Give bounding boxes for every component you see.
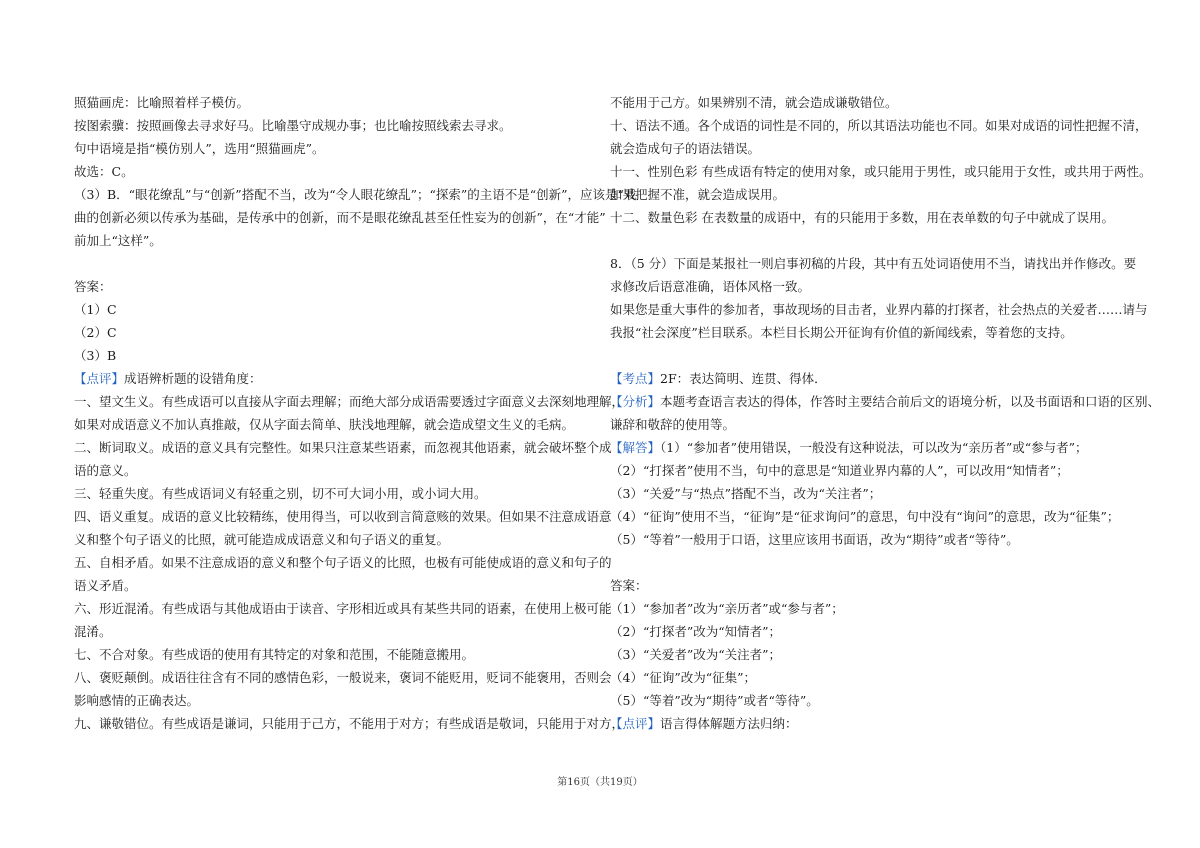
answer-label: 答案： xyxy=(74,279,112,294)
spacer xyxy=(610,344,1135,367)
comment-line xyxy=(74,367,594,390)
fenxi-text: 本题考查语言表达的得体，作答时主要结合前后文的语境分析，以及书面语和口语的区别、 xyxy=(660,394,1161,409)
kaodian-line xyxy=(610,367,1135,390)
fenxi-line: 谦辞和敬辞的使用等。 xyxy=(610,417,736,432)
jieda-line: （5）“等着”一般用于口语，这里应该用书面语，改为“期待”或者“等待”。 xyxy=(610,532,1019,547)
spacer xyxy=(610,551,1135,574)
point-line: 影响感情的正确表达。 xyxy=(74,693,200,708)
comment-tag: 【点评】 xyxy=(610,716,661,731)
point-line: 八、褒贬颠倒。成语往往含有不同的感情色彩，一般说来，褒词不能贬用，贬词不能褒用，否则会 xyxy=(74,670,612,685)
spacer xyxy=(610,229,1135,252)
answer-item: （2）C xyxy=(74,325,117,340)
point-line: 二、断词取义。成语的意义具有完整性。如果只注意某些语素，而忽视其他语素，就会破坏整个成 xyxy=(74,440,612,455)
answer-item: （3）“关爱者”改为“关注者”； xyxy=(610,647,782,662)
jieda-line: （4）“征询”使用不当，“征询”是“征求询问”的意思，句中没有“询问”的意思，改为“征集”； xyxy=(610,509,1120,524)
point-line: 一、望文生义。有些成语可以直接从字面去理解；而绝大部分成语需要透过字面意义去深刻地理解， xyxy=(74,394,625,409)
comment-text: 成语辨析题的设错角度： xyxy=(124,371,262,386)
point-line: 九、谦敬错位。有些成语是谦词，只能用于己方，不能用于对方；有些成语是敬词，只能用于对方， xyxy=(74,716,625,731)
point-line: 语的意义。 xyxy=(74,463,137,478)
text-line: 不能用于己方。如果辨别不清，就会造成谦敬错位。 xyxy=(610,95,898,110)
answer-label: 答案： xyxy=(610,578,648,593)
comment-text: 语言得体解题方法归纳： xyxy=(660,716,798,731)
jieda-text: （1）“参加者”使用错误，一般没有这种说法，可以改为“亲历者”或“参与者”； xyxy=(660,440,1088,455)
point-line: 语义矛盾。 xyxy=(74,578,137,593)
answer-item: （1）“参加者”改为“亲历者”或“参与者”； xyxy=(610,601,844,616)
right-column xyxy=(610,91,1161,735)
answer-item: （1）C xyxy=(74,302,117,317)
question-line: 8．（5 分）下面是某报社一则启事初稿的片段，其中有五处词语使用不当，请找出并作修改。要 xyxy=(610,256,1137,271)
text-line: 十一、性别色彩 有些成语有特定的使用对象，或只能用于男性，或只能用于女性，或共用于两性。 xyxy=(610,164,1152,179)
jieda-line xyxy=(610,436,1135,459)
comment-line xyxy=(610,712,1135,735)
text-line: 就会造成句子的语法错误。 xyxy=(610,141,761,156)
question-line: 如果您是重大事件的参加者，事故现场的目击者，业界内幕的打探者，社会热点的关爱者……请与 xyxy=(610,302,1148,317)
fenxi-line xyxy=(610,390,1161,413)
point-line: 四、语义重复。成语的意义比较精练，使用得当，可以收到言简意赅的效果。但如果不注意成语意 xyxy=(74,509,612,524)
point-line: 六、形近混淆。有些成语与其他成语由于读音、字形相近或具有某些共同的语素，在使用上极可能 xyxy=(74,601,612,616)
jieda-tag: 【解答】 xyxy=(610,440,661,455)
text-line: （3）B．“眼花缭乱”与“创新”搭配不当，改为“令人眼花缭乱”；“探索”的主语不是“创新”，应该是“戏 xyxy=(74,187,637,202)
comment-tag: 【点评】 xyxy=(74,371,125,386)
text-line: 十、语法不通。各个成语的词性是不同的，所以其语法功能也不同。如果对成语的词性把握不清， xyxy=(610,118,1148,133)
text-line: 按图索骥：按照画像去寻求好马。比喻墨守成规办事；也比喻按照线索去寻求。 xyxy=(74,118,512,133)
point-line: 三、轻重失度。有些成语词义有轻重之别，切不可大词小用，或小词大用。 xyxy=(74,486,487,501)
point-line: 五、自相矛盾。如果不注意成语的意义和整个句子语义的比照，也极有可能使成语的意义和句子的 xyxy=(74,555,612,570)
text-line: 句中语境是指“模仿别人”，选用“照猫画虎”。 xyxy=(74,141,325,156)
kaodian-text: 2F：表达简明、连贯、得体． xyxy=(660,371,827,386)
question-line: 求修改后语意准确，语体风格一致。 xyxy=(610,279,811,294)
text-line: 曲的创新必须以传承为基础，是传承中的创新，而不是眼花缭乱甚至任性妄为的创新”，在“才能” xyxy=(74,210,606,225)
spacer xyxy=(74,252,594,275)
text-line: 如果把握不准，就会造成误用。 xyxy=(610,187,786,202)
text-line: 故选：C。 xyxy=(74,164,134,179)
point-line: 七、不合对象。有些成语的使用有其特定的对象和范围，不能随意搬用。 xyxy=(74,647,475,662)
question-line: 我报“社会深度”栏目联系。本栏目长期公开征询有价值的新闻线索，等着您的支持。 xyxy=(610,325,1073,340)
point-line: 混淆。 xyxy=(74,624,112,639)
page-footer: 第16页（共19页） xyxy=(557,777,643,788)
answer-item: （2）“打探者”改为“知情者”； xyxy=(610,624,782,639)
text-line: 前加上“这样”。 xyxy=(74,233,162,248)
jieda-line: （3）“关爱”与“热点”搭配不当，改为“关注者”； xyxy=(610,486,882,501)
text-line: 照猫画虎：比喻照着样子模仿。 xyxy=(74,95,250,110)
point-line: 义和整个句子语义的比照，就可能造成成语意义和句子语义的重复。 xyxy=(74,532,450,547)
answer-item: （3）B xyxy=(74,348,117,363)
point-line: 如果对成语意义不加认真推敲，仅从字面去简单、肤浅地理解，就会造成望文生义的毛病。 xyxy=(74,417,575,432)
jieda-line: （2）“打探者”使用不当，句中的意思是“知道业界内幕的人”，可以改用“知情者”； xyxy=(610,463,1069,478)
kaodian-tag: 【考点】 xyxy=(610,371,661,386)
text-line: 十二、数量色彩 在表数量的成语中，有的只能用于多数，用在表单数的句子中就成了误用。 xyxy=(610,210,1114,225)
fenxi-tag: 【分析】 xyxy=(610,394,661,409)
answer-item: （5）“等着”改为“期待”或者“等待”。 xyxy=(610,693,819,708)
answer-item: （4）“征询”改为“征集”； xyxy=(610,670,757,685)
